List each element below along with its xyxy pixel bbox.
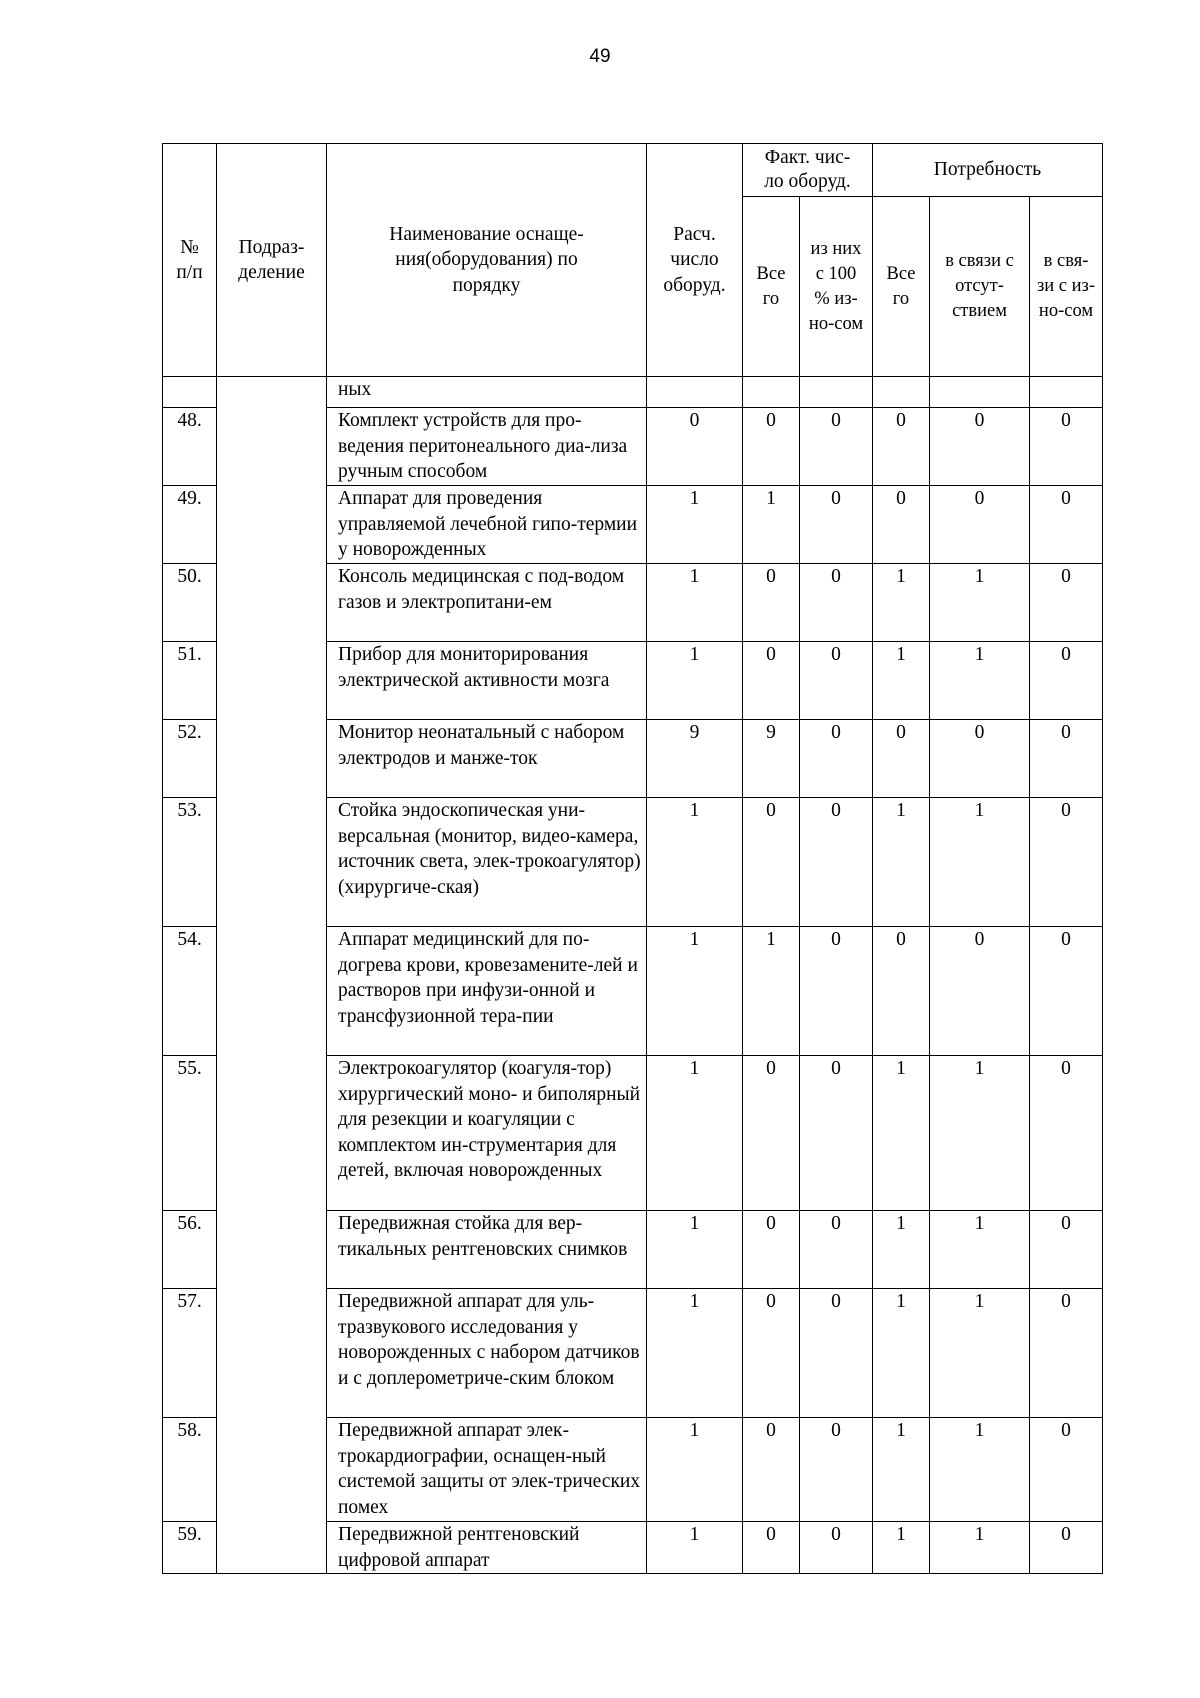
row-need-worn: 0: [1030, 1522, 1103, 1574]
row-need-total: 1: [873, 1418, 930, 1522]
continuation-num: [163, 377, 217, 408]
row-need-worn: 0: [1030, 1211, 1103, 1289]
row-need-worn: 0: [1030, 408, 1103, 486]
row-calc: 1: [647, 1056, 743, 1211]
row-num: 59.: [163, 1522, 217, 1574]
row-fact-worn: 0: [800, 642, 873, 720]
row-fact-total: 0: [743, 1289, 800, 1418]
row-fact-total: 0: [743, 564, 800, 642]
row-fact-worn: 0: [800, 1211, 873, 1289]
header-fact-group: Факт. чис-ло оборуд.: [743, 144, 873, 197]
row-need-absent: 0: [930, 927, 1030, 1056]
row-fact-total: 0: [743, 408, 800, 486]
row-calc: 1: [647, 564, 743, 642]
page-number: 49: [589, 46, 611, 67]
row-need-absent: 1: [930, 798, 1030, 927]
row-fact-worn: 0: [800, 564, 873, 642]
continuation-name: ных: [327, 377, 647, 408]
row-need-total: 1: [873, 564, 930, 642]
equipment-table: [162, 143, 1103, 1574]
row-need-worn: 0: [1030, 1056, 1103, 1211]
row-num: 54.: [163, 927, 217, 1056]
header-need-absent: в связи с отсут-ствием: [930, 197, 1030, 377]
row-fact-worn: 0: [800, 798, 873, 927]
row-need-worn: 0: [1030, 486, 1103, 564]
row-fact-total: 0: [743, 1418, 800, 1522]
header-name: Наименование оснаще-ния(оборудования) по порядку: [327, 144, 647, 377]
row-fact-total: 0: [743, 798, 800, 927]
header-need-group: Потребность: [873, 144, 1103, 197]
row-fact-total: 9: [743, 720, 800, 798]
row-name: Комплект устройств для про-ведения перитонеального диа-лиза ручным способом: [327, 408, 647, 486]
row-calc: 1: [647, 1211, 743, 1289]
row-num: 52.: [163, 720, 217, 798]
dept-cell: [217, 377, 327, 1574]
row-num: 49.: [163, 486, 217, 564]
row-name: Консоль медицинская с под-водом газов и электропитани-ем: [327, 564, 647, 642]
row-need-total: 1: [873, 642, 930, 720]
row-need-total: 0: [873, 486, 930, 564]
row-calc: 9: [647, 720, 743, 798]
row-num: 56.: [163, 1211, 217, 1289]
continuation-row: [163, 377, 1103, 408]
row-name: Стойка эндоскопическая уни-версальная (монитор, видео-камера, источник света, элек-трокоагулятор) (хирургиче-ская): [327, 798, 647, 927]
row-need-total: 1: [873, 1211, 930, 1289]
header-need-total: Все го: [873, 197, 930, 377]
row-name: Аппарат медицинский для по-догрева крови, кровезамените-лей и растворов при инфузи-онной и трансфузионной тера-пии: [327, 927, 647, 1056]
header-num: № п/п: [163, 144, 217, 377]
row-fact-worn: 0: [800, 1056, 873, 1211]
row-need-absent: 1: [930, 1056, 1030, 1211]
row-name: Передвижной рентгеновский цифровой аппарат: [327, 1522, 647, 1574]
row-need-absent: 1: [930, 1418, 1030, 1522]
row-calc: 1: [647, 1289, 743, 1418]
header-dept: Подраз-деление: [217, 144, 327, 377]
row-need-absent: 1: [930, 642, 1030, 720]
row-need-absent: 1: [930, 1522, 1030, 1574]
row-fact-worn: 0: [800, 927, 873, 1056]
row-num: 51.: [163, 642, 217, 720]
row-calc: 1: [647, 642, 743, 720]
row-fact-worn: 0: [800, 408, 873, 486]
row-calc: 1: [647, 486, 743, 564]
row-need-worn: 0: [1030, 564, 1103, 642]
row-need-total: 1: [873, 1522, 930, 1574]
row-num: 58.: [163, 1418, 217, 1522]
table-header: [163, 144, 1103, 377]
row-calc: 0: [647, 408, 743, 486]
row-need-total: 1: [873, 798, 930, 927]
header-need-worn: в свя-зи с из-но-сом: [1030, 197, 1103, 377]
row-fact-worn: 0: [800, 1289, 873, 1418]
row-need-worn: 0: [1030, 798, 1103, 927]
row-calc: 1: [647, 1522, 743, 1574]
row-name: Электрокоагулятор (коагуля-тор) хирургический моно- и биполярный для резекции и коагуляции с комплектом ин-струментария для детей, включая новорожденных: [327, 1056, 647, 1211]
row-name: Монитор неонатальный с набором электродов и манже-ток: [327, 720, 647, 798]
row-num: 55.: [163, 1056, 217, 1211]
row-need-absent: 1: [930, 1289, 1030, 1418]
row-fact-worn: 0: [800, 720, 873, 798]
header-fact-total: Все го: [743, 197, 800, 377]
row-fact-worn: 0: [800, 1522, 873, 1574]
row-need-absent: 1: [930, 564, 1030, 642]
row-fact-total: 0: [743, 1522, 800, 1574]
row-name: Передвижной аппарат элек-трокардиографии, оснащен-ный системой защиты от элек-трических помех: [327, 1418, 647, 1522]
row-num: 50.: [163, 564, 217, 642]
row-num: 53.: [163, 798, 217, 927]
row-name: Передвижная стойка для вер-тикальных рентгеновских снимков: [327, 1211, 647, 1289]
row-calc: 1: [647, 1418, 743, 1522]
row-calc: 1: [647, 927, 743, 1056]
row-need-total: 1: [873, 1056, 930, 1211]
row-fact-total: 0: [743, 1211, 800, 1289]
row-fact-total: 0: [743, 642, 800, 720]
row-need-worn: 0: [1030, 927, 1103, 1056]
row-fact-total: 1: [743, 927, 800, 1056]
header-calc: Расч. число оборуд.: [647, 144, 743, 377]
row-fact-total: 0: [743, 1056, 800, 1211]
row-num: 48.: [163, 408, 217, 486]
row-need-absent: 0: [930, 720, 1030, 798]
row-name: Аппарат для проведения управляемой лечебной гипо-термии у новорожденных: [327, 486, 647, 564]
row-fact-worn: 0: [800, 1418, 873, 1522]
row-calc: 1: [647, 798, 743, 927]
row-fact-worn: 0: [800, 486, 873, 564]
row-name: Передвижной аппарат для уль-тразвукового исследования у новорожденных с набором датчиков и с доплерометриче-ским блоком: [327, 1289, 647, 1418]
row-need-absent: 0: [930, 486, 1030, 564]
row-need-total: 0: [873, 927, 930, 1056]
row-name: Прибор для мониторирования электрической активности мозга: [327, 642, 647, 720]
header-fact-worn: из них с 100 % из-но-сом: [800, 197, 873, 377]
row-need-absent: 0: [930, 408, 1030, 486]
row-need-worn: 0: [1030, 1418, 1103, 1522]
row-need-total: 1: [873, 1289, 930, 1418]
row-fact-total: 1: [743, 486, 800, 564]
row-need-worn: 0: [1030, 642, 1103, 720]
row-need-worn: 0: [1030, 1289, 1103, 1418]
row-num: 57.: [163, 1289, 217, 1418]
row-need-total: 0: [873, 408, 930, 486]
row-need-worn: 0: [1030, 720, 1103, 798]
row-need-absent: 1: [930, 1211, 1030, 1289]
row-need-total: 0: [873, 720, 930, 798]
